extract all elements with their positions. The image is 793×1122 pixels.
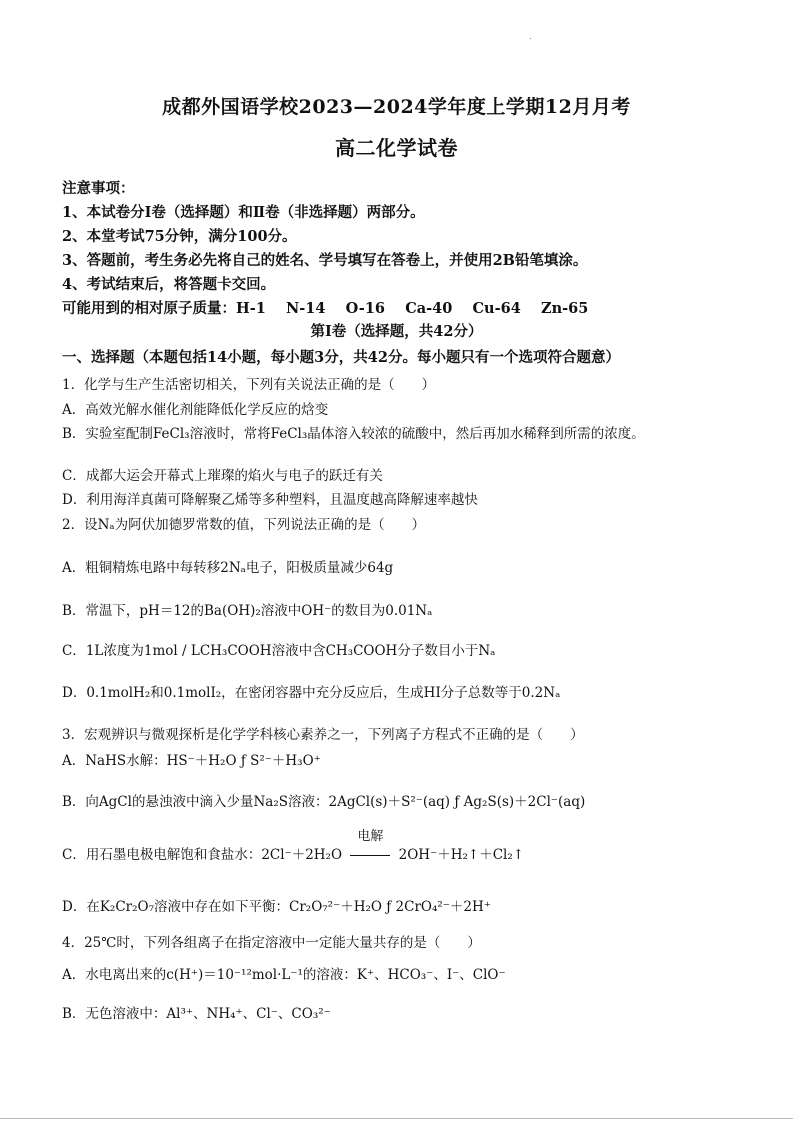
q3-option-b: B．向AgCl的悬浊液中滴入少量Na₂S溶液：2AgCl(s)＋S²⁻(aq) ƒ Ag₂S(s)＋2Cl⁻(aq): [62, 794, 586, 810]
q2-option-c: C．1L浓度为1mol / LCH₃COOH溶液中含CH₃COOH分子数目小于Nₐ: [62, 643, 496, 659]
part-heading: 一、选择题（本题包括14小题，每小题3分，共42分。每小题只有一个选项符合题意）: [62, 349, 620, 366]
q3-c-prefix: C．用石墨电极电解饱和食盐水：2Cl⁻＋2H₂O: [62, 847, 343, 863]
notice-item-2: 2、本堂考试75分钟，满分100分。: [62, 228, 297, 245]
reaction-arrow-line: [350, 855, 390, 856]
bottom-rule: [0, 1118, 793, 1119]
exam-title: 成都外国语学校2023—2024学年度上学期12月月考: [162, 96, 631, 118]
q3-option-c: [62, 829, 525, 863]
electrolysis-condition: 电解: [357, 829, 384, 844]
notice-heading: 注意事项：: [62, 180, 135, 197]
q3-option-a: A．NaHS水解：HS⁻＋H₂O ƒ S²⁻＋H₃O⁺: [62, 753, 321, 769]
notice-item-3: 3、答题前，考生务必先将自己的姓名、学号填写在答卷上，并使用2B铅笔填涂。: [62, 252, 588, 269]
q4-stem: 4．25℃时，下列各组离子在指定溶液中一定能大量共存的是（ ）: [62, 935, 481, 951]
q1-option-b: B．实验室配制FeCl₃溶液时，常将FeCl₃晶体溶入较浓的硫酸中，然后再加水稀释到所需的浓度。: [62, 426, 645, 442]
electrolysis-arrow: [346, 829, 394, 863]
q1-stem: 1．化学与生产生活密切相关，下列有关说法正确的是（ ）: [62, 377, 436, 393]
q3-c-suffix: 2OH⁻＋H₂↑＋Cl₂↑: [398, 847, 525, 863]
q2-option-b: B．常温下，pH＝12的Ba(OH)₂溶液中OH⁻的数目为0.01Nₐ: [62, 603, 433, 619]
q4-option-b: B．无色溶液中：Al³⁺、NH₄⁺、Cl⁻、CO₃²⁻: [62, 1006, 331, 1022]
scan-dot: [530, 38, 531, 39]
q3-option-d: D．在K₂Cr₂O₇溶液中存在如下平衡：Cr₂O₇²⁻＋H₂O ƒ 2CrO₄²⁻＋2H⁺: [62, 899, 491, 915]
q1-option-c: C．成都大运会开幕式上璀璨的焰火与电子的跃迁有关: [62, 468, 383, 484]
section-title: 第Ⅰ卷（选择题，共42分）: [310, 323, 483, 340]
q2-stem: 2．设Nₐ为阿伏加德罗常数的值，下列说法正确的是（ ）: [62, 517, 426, 533]
notice-item-4: 4、考试结束后，将答题卡交回。: [62, 276, 276, 293]
q3-stem: 3．宏观辨识与微观探析是化学学科核心素养之一，下列离子方程式不正确的是（ ）: [62, 727, 584, 743]
q2-option-a: A．粗铜精炼电路中每转移2Nₐ电子，阳极质量减少64g: [62, 560, 394, 576]
q1-option-a: A．高效光解水催化剂能降低化学反应的焓变: [62, 402, 329, 418]
notice-item-1: 1、本试卷分Ⅰ卷（选择题）和Ⅱ卷（非选择题）两部分。: [62, 204, 425, 221]
q1-option-d: D．利用海洋真菌可降解聚乙烯等多种塑料，且温度越高降解速率越快: [62, 492, 478, 508]
q2-option-d: D．0.1molH₂和0.1molI₂，在密闭容器中充分反应后，生成HI分子总数等于0.2Nₐ: [62, 685, 561, 701]
atomic-masses: 可能用到的相对原子质量：H-1 N-14 O-16 Ca-40 Cu-64 Zn-65: [62, 300, 589, 317]
q4-option-a: A．水电离出来的c(H⁺)＝10⁻¹²mol·L⁻¹的溶液：K⁺、HCO₃⁻、I⁻、ClO⁻: [62, 967, 506, 983]
exam-subtitle: 高二化学试卷: [335, 136, 458, 160]
